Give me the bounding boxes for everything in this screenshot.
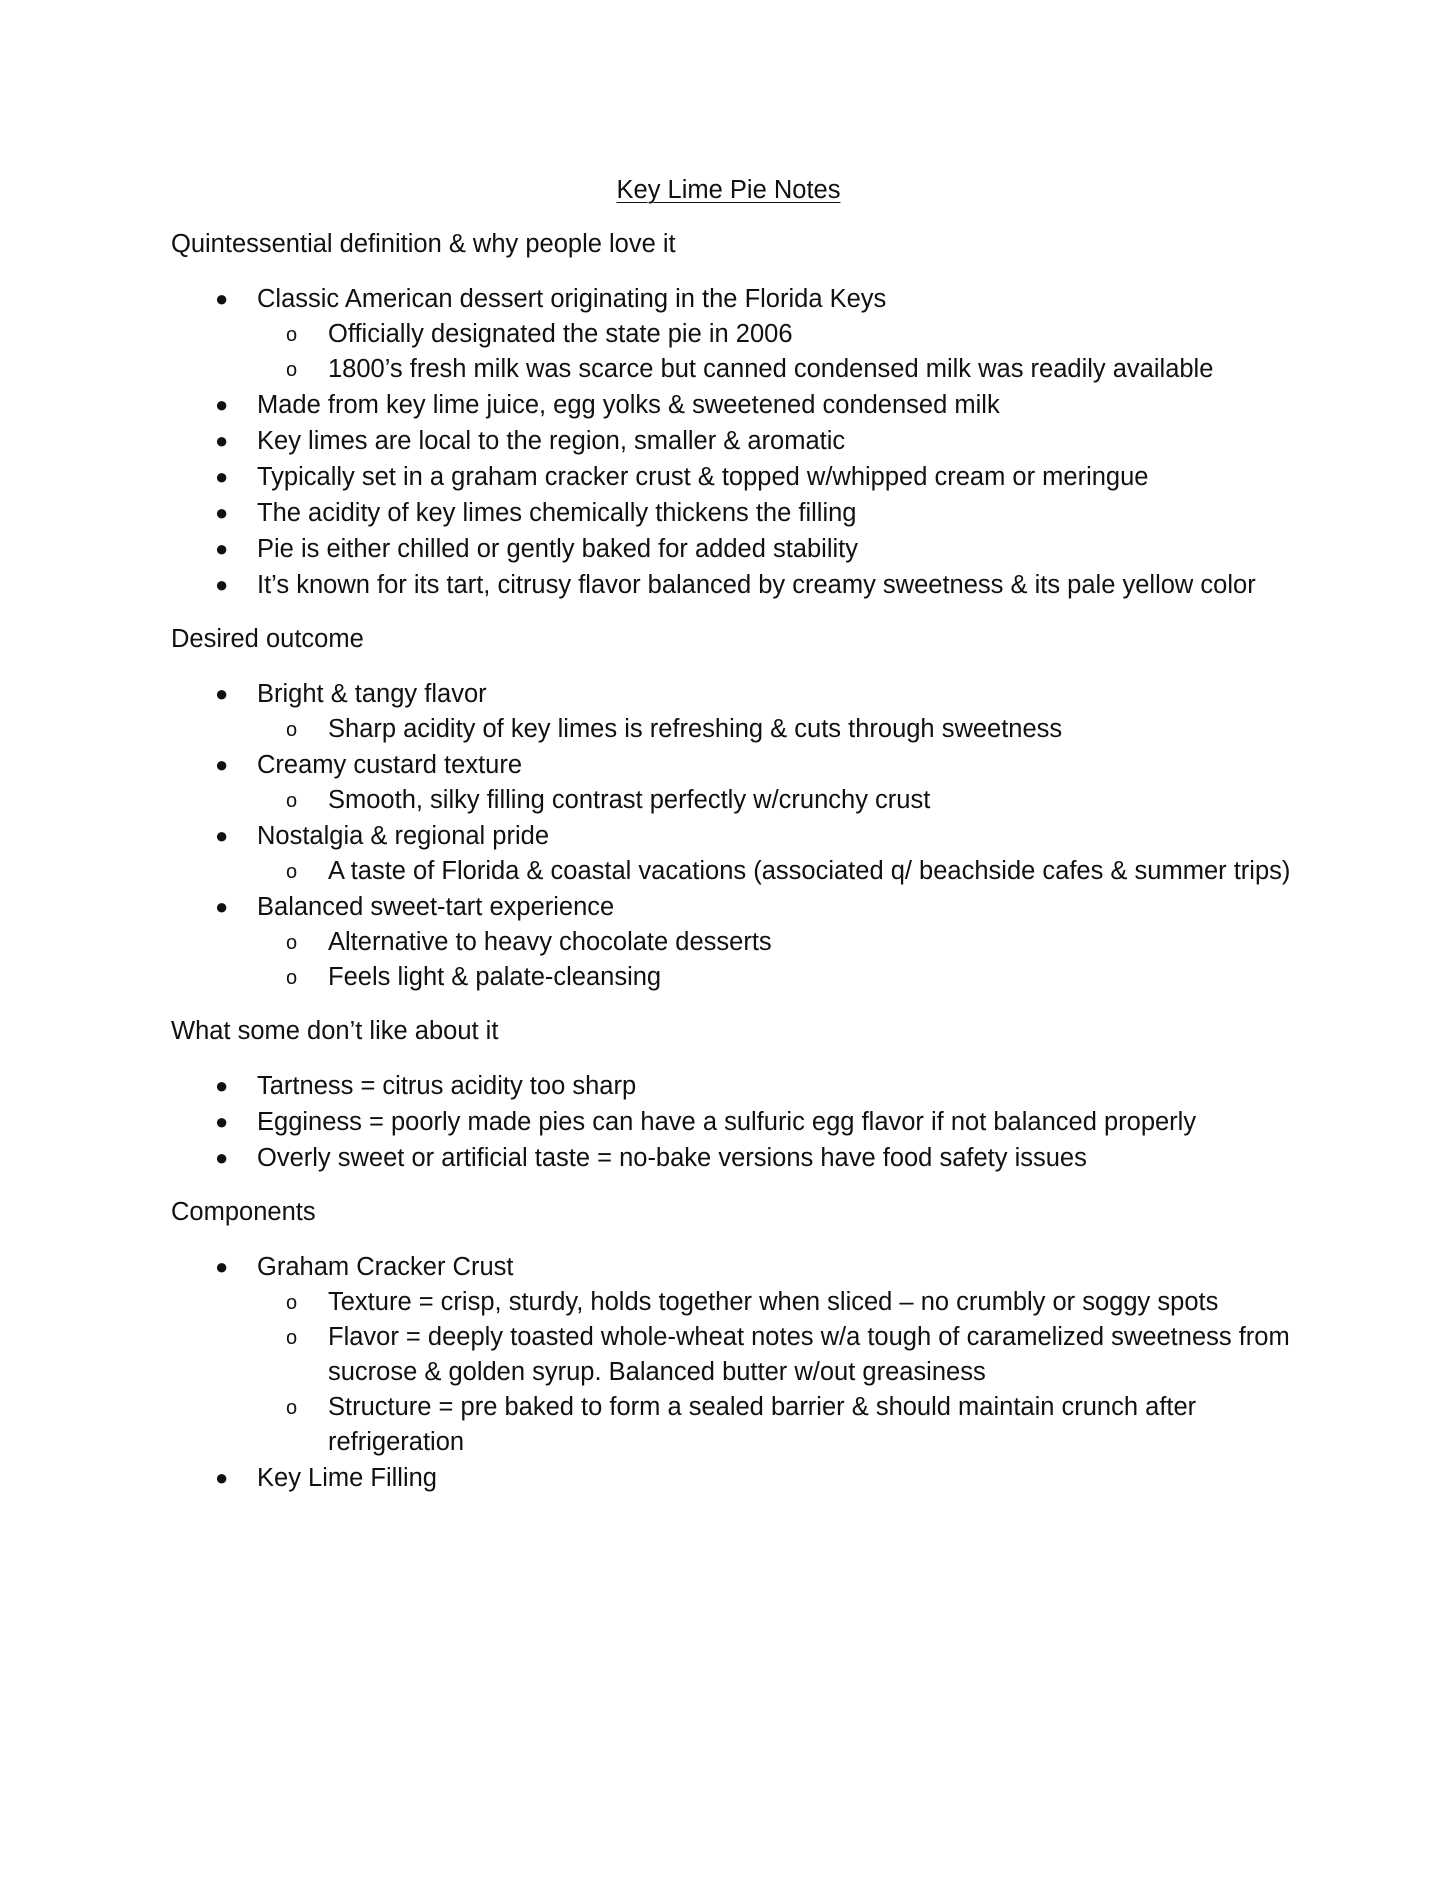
sub-list-item-text: Flavor = deeply toasted whole-wheat notes w/a tough of caramelized sweetness from sucrose & golden syrup. Balanced butter w/out greasiness — [328, 1323, 1290, 1386]
sub-list-item-text: Texture = crisp, sturdy, holds together when sliced – no crumbly or soggy spots — [328, 1288, 1219, 1316]
list-item-text: Key Lime Filling — [257, 1464, 437, 1492]
list-item-text: Creamy custard texture — [257, 751, 523, 779]
document-page — [171, 172, 1291, 1514]
list-item — [171, 531, 1291, 567]
sub-list-item — [242, 1320, 1291, 1390]
sections — [171, 226, 1291, 1496]
list-item — [171, 889, 1291, 925]
sub-list-item — [242, 352, 1291, 387]
bullet-icon: ● — [215, 536, 229, 561]
bullet-icon: ● — [215, 572, 229, 597]
list-item-text: Typically set in a graham cracker crust & topped w/whipped cream or meringue — [257, 463, 1149, 491]
bullet-icon: ● — [215, 752, 229, 777]
sub-list-item-text: Smooth, silky filling contrast perfectly w/crunchy crust — [328, 786, 931, 814]
sub-list-wrapper — [171, 783, 1291, 818]
sub-list-item — [242, 1390, 1291, 1460]
circle-bullet-icon: o — [286, 719, 298, 741]
circle-bullet-icon: o — [286, 1292, 298, 1314]
circle-bullet-icon: o — [286, 861, 298, 883]
list-item — [171, 423, 1291, 459]
sub-list-item-text: Sharp acidity of key limes is refreshing & cuts through sweetness — [328, 715, 1063, 743]
sub-bullet-list — [242, 1285, 1291, 1460]
sub-list-item — [242, 712, 1291, 747]
sub-bullet-list — [242, 854, 1291, 889]
sub-list-item-text: 1800’s fresh milk was scarce but canned condensed milk was readily available — [328, 355, 1214, 383]
bullet-icon: ● — [215, 286, 229, 311]
document-title: Key Lime Pie Notes — [616, 176, 841, 204]
section-heading: Desired outcome — [171, 625, 364, 653]
sub-list-item-text: Officially designated the state pie in 2006 — [328, 320, 793, 348]
sub-list-item — [242, 925, 1291, 960]
circle-bullet-icon: o — [286, 932, 298, 954]
list-item-text: Tartness = citrus acidity too sharp — [257, 1072, 637, 1100]
bullet-list — [171, 676, 1291, 995]
sub-list-wrapper — [171, 317, 1291, 387]
list-item — [171, 818, 1291, 854]
list-item-text: Overly sweet or artificial taste = no-bake versions have food safety issues — [257, 1144, 1087, 1172]
list-item — [171, 281, 1291, 317]
list-item-text: It’s known for its tart, citrusy flavor balanced by creamy sweetness & its pale yellow color — [257, 571, 1256, 599]
section-heading: What some don’t like about it — [171, 1017, 499, 1045]
sub-bullet-list — [242, 925, 1291, 995]
list-item-text: Egginess = poorly made pies can have a sulfuric egg flavor if not balanced properly — [257, 1108, 1197, 1136]
sub-list-item — [242, 317, 1291, 352]
bullet-icon: ● — [215, 1145, 229, 1170]
list-item — [171, 1140, 1291, 1176]
sub-list-item — [242, 960, 1291, 995]
bullet-icon: ● — [215, 1073, 229, 1098]
circle-bullet-icon: o — [286, 790, 298, 812]
bullet-icon: ● — [215, 1465, 229, 1490]
circle-bullet-icon: o — [286, 324, 298, 346]
circle-bullet-icon: o — [286, 1397, 298, 1419]
list-item — [171, 567, 1291, 603]
bullet-icon: ● — [215, 1109, 229, 1134]
sub-bullet-list — [242, 712, 1291, 747]
sub-bullet-list — [242, 783, 1291, 818]
sub-list-item — [242, 783, 1291, 818]
bullet-icon: ● — [215, 464, 229, 489]
list-item-text: The acidity of key limes chemically thickens the filling — [257, 499, 857, 527]
bullet-icon: ● — [215, 681, 229, 706]
sub-list-item-text: Alternative to heavy chocolate desserts — [328, 928, 772, 956]
sub-list-wrapper — [171, 712, 1291, 747]
sub-list-wrapper — [171, 854, 1291, 889]
sub-list-wrapper — [171, 925, 1291, 995]
list-item — [171, 459, 1291, 495]
bullet-icon: ● — [215, 500, 229, 525]
bullet-icon: ● — [215, 1254, 229, 1279]
sub-list-item — [242, 854, 1291, 889]
circle-bullet-icon: o — [286, 1327, 298, 1349]
list-item-text: Graham Cracker Crust — [257, 1253, 514, 1281]
list-item-text: Made from key lime juice, egg yolks & sweetened condensed milk — [257, 391, 1000, 419]
sub-list-item — [242, 1285, 1291, 1320]
bullet-list — [171, 281, 1291, 603]
circle-bullet-icon: o — [286, 967, 298, 989]
list-item — [171, 1068, 1291, 1104]
bullet-icon: ● — [215, 894, 229, 919]
list-item — [171, 387, 1291, 423]
circle-bullet-icon: o — [286, 359, 298, 381]
list-item-text: Pie is either chilled or gently baked for added stability — [257, 535, 859, 563]
list-item — [171, 747, 1291, 783]
list-item — [171, 495, 1291, 531]
bullet-icon: ● — [215, 428, 229, 453]
bullet-icon: ● — [215, 823, 229, 848]
sub-list-item-text: Feels light & palate-cleansing — [328, 963, 662, 991]
sub-list-item-text: Structure = pre baked to form a sealed barrier & should maintain crunch after refrigeration — [328, 1393, 1197, 1456]
list-item-text: Key limes are local to the region, smaller & aromatic — [257, 427, 846, 455]
sub-list-wrapper — [171, 1285, 1291, 1460]
sub-bullet-list — [242, 317, 1291, 387]
list-item — [171, 1249, 1291, 1285]
bullet-icon: ● — [215, 392, 229, 417]
sub-list-item-text: A taste of Florida & coastal vacations (associated q/ beachside cafes & summer trips) — [328, 857, 1291, 885]
list-item — [171, 676, 1291, 712]
list-item — [171, 1104, 1291, 1140]
section-heading: Quintessential definition & why people love it — [171, 230, 676, 258]
section-heading: Components — [171, 1198, 316, 1226]
list-item — [171, 1460, 1291, 1496]
list-item-text: Nostalgia & regional pride — [257, 822, 550, 850]
bullet-list — [171, 1068, 1291, 1176]
bullet-list — [171, 1249, 1291, 1496]
list-item-text: Balanced sweet-tart experience — [257, 893, 615, 921]
list-item-text: Bright & tangy flavor — [257, 680, 487, 708]
list-item-text: Classic American dessert originating in the Florida Keys — [257, 285, 887, 313]
